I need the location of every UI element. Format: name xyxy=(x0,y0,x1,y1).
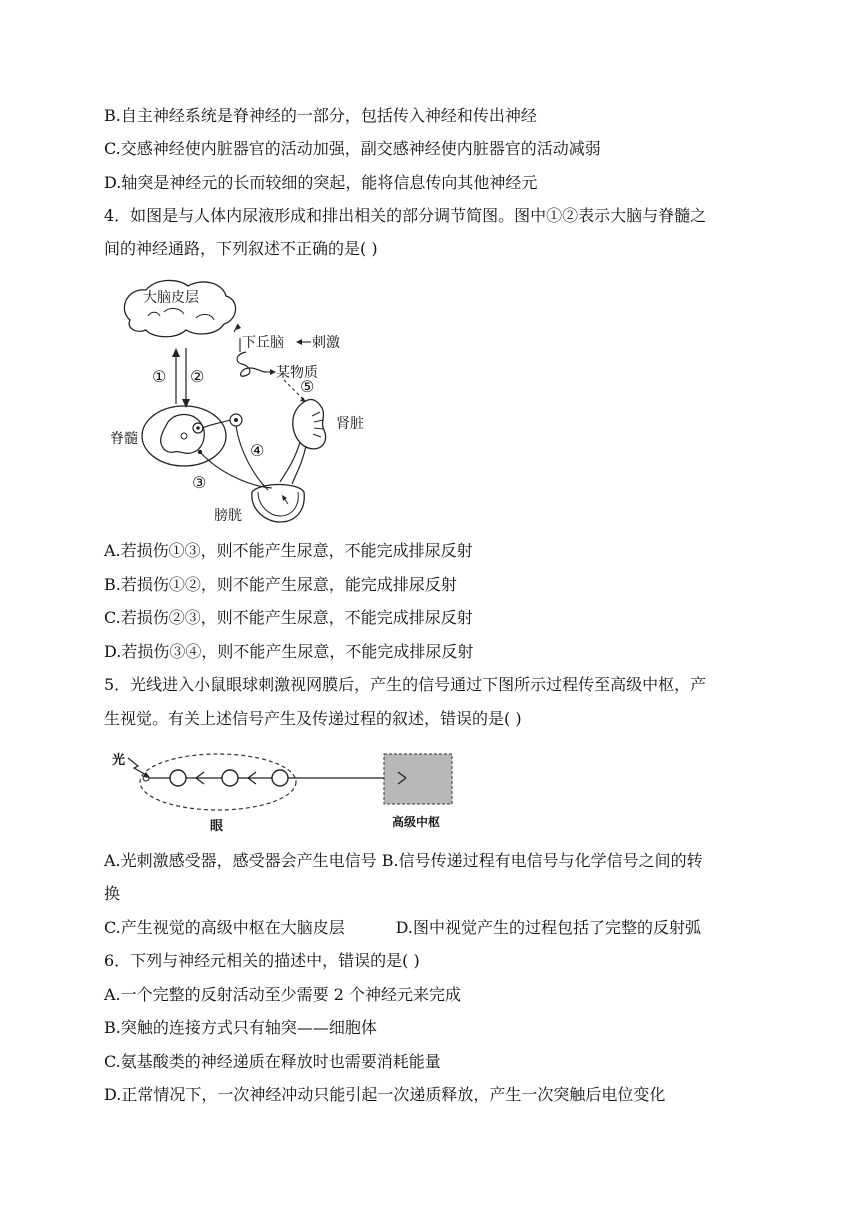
bladder-label: 膀胱 xyxy=(214,508,242,524)
q5-options-cd: C.产生视觉的高级中枢在大脑皮层 D.图中视觉产生的过程包括了完整的反射弧 xyxy=(104,918,701,937)
q3-option-d: D.轴突是神经元的长而较细的突起，能将信息传向其他神经元 xyxy=(104,173,538,192)
q5-stem-line-1: 5．光线进入小鼠眼球刺激视网膜后，产生的信号通过下图所示过程传至高级中枢，产 xyxy=(104,675,707,694)
label-4: ④ xyxy=(250,441,265,460)
q3-option-c: C.交感神经使内脏器官的活动加强，副交感神经使内脏器官的活动减弱 xyxy=(104,139,601,158)
label-3: ③ xyxy=(192,473,207,492)
label-2: ② xyxy=(190,367,205,386)
stimulus-label: 刺激 xyxy=(312,335,340,351)
q4-stem-line-2: 间的神经通路，下列叙述不正确的是( ) xyxy=(104,239,378,258)
q5-stem-line-2: 生视觉。有关上述信号产生及传递过程的叙述，错误的是( ) xyxy=(104,709,522,728)
kidney-shape xyxy=(293,400,326,449)
substance-label: 某物质 xyxy=(276,365,318,381)
light-ray-icon xyxy=(128,758,148,776)
q3-option-b: B.自主神经系统是脊神经的一部分，包括传入神经和传出神经 xyxy=(104,106,537,125)
spinal-cord-label: 脊髓 xyxy=(110,431,138,447)
q5-options-ab-continued: 换 xyxy=(104,884,121,903)
label-1: ① xyxy=(152,367,167,386)
q6-option-a: A.一个完整的反射活动至少需要 2 个神经元来完成 xyxy=(104,985,461,1004)
urination-regulation-diagram xyxy=(108,276,378,528)
kidney-label: 肾脏 xyxy=(336,416,364,432)
q5-options-ab: A.光刺激感受器，感受器会产生电信号 B.信号传递过程有电信号与化学信号之间的转 xyxy=(104,851,703,870)
light-label: 光 xyxy=(112,753,126,768)
q6-stem: 6．下列与神经元相关的描述中，错误的是( ) xyxy=(104,951,420,970)
higher-center-label: 高级中枢 xyxy=(392,815,441,829)
hypothalamus-label: 下丘脑 xyxy=(242,335,284,351)
q4-option-a: A.若损伤①③，则不能产生尿意，不能完成排尿反射 xyxy=(104,541,473,560)
q4-stem-line-1: 4．如图是与人体内尿液形成和排出相关的部分调节简图。图中①②表示大脑与脊髓之 xyxy=(104,206,707,225)
q4-option-d: D.若损伤③④，则不能产生尿意，不能完成排尿反射 xyxy=(104,642,474,661)
q4-option-c: C.若损伤②③，则不能产生尿意，不能完成排尿反射 xyxy=(104,608,473,627)
label-5: ⑤ xyxy=(300,377,315,396)
cerebral-cortex-shape xyxy=(124,280,235,336)
higher-center-box xyxy=(384,754,452,804)
q4-option-b: B.若损伤①②，则不能产生尿意，能完成排尿反射 xyxy=(104,575,457,594)
cortex-label: 大脑皮层 xyxy=(143,290,199,306)
visual-pathway-diagram xyxy=(108,748,468,836)
q6-option-d: D.正常情况下，一次神经冲动只能引起一次递质释放，产生一次突触后电位变化 xyxy=(104,1085,666,1104)
q6-option-c: C.氨基酸类的神经递质在释放时也需要消耗能量 xyxy=(104,1052,441,1071)
q6-option-b: B.突触的连接方式只有轴突——细胞体 xyxy=(104,1018,377,1037)
eye-label: 眼 xyxy=(210,819,224,834)
